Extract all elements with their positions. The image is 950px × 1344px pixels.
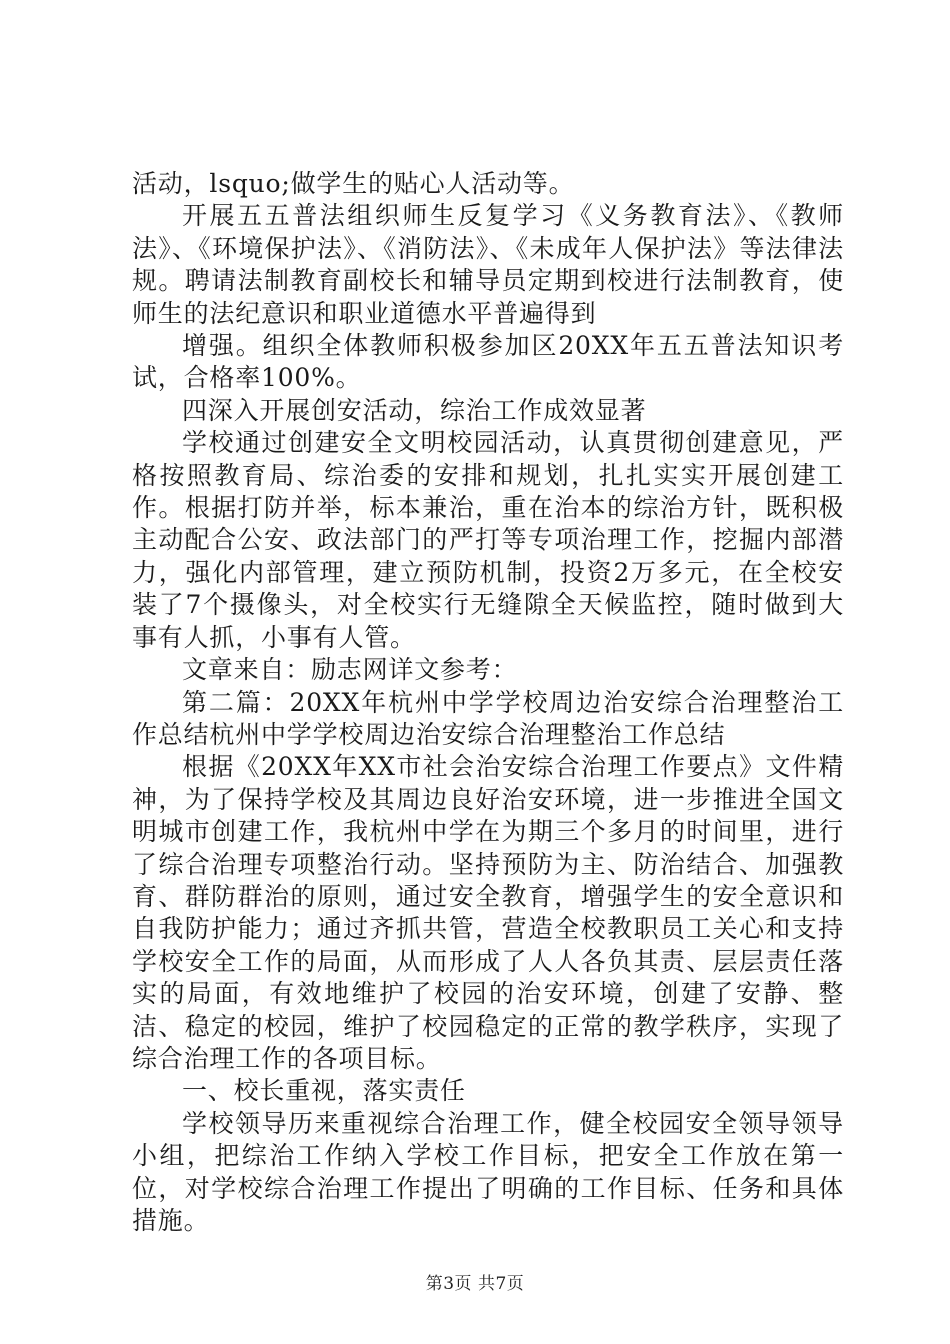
document-body	[132, 168, 844, 1237]
paragraph: 根据《20XX年XX市社会治安综合治理工作要点》文件精神，为了保持学校及其周边良好治安环境，进一步推进全国文明城市创建工作，我杭州中学在为期三个多月的时间里，进行了综合治理专项整治行动。坚持预防为主、防治结合、加强教育、群防群治的原则，通过安全教育，增强学生的安全意识和自我防护能力；通过齐抓共管，营造全校教职员工关心和支持学校安全工作的局面，从而形成了人人各负其责、层层责任落实的局面，有效地维护了校园的治安环境，创建了安静、整洁、稳定的校园，维护了校园稳定的正常的教学秩序，实现了综合治理工作的各项目标。	[132, 752, 844, 1073]
section-heading: 第二篇：20XX年杭州中学学校周边治安综合治理整治工作总结杭州中学学校周边治安综合治理整治工作总结	[132, 687, 844, 749]
page-footer: 第3页 共7页	[425, 1274, 525, 1294]
paragraph: 学校领导历来重视综合治理工作，健全校园安全领导领导小组，把综治工作纳入学校工作目标，把安全工作放在第一位，对学校综合治理工作提出了明确的工作目标、任务和具体措施。	[132, 1108, 844, 1235]
paragraph: 文章来自：励志网详文参考：	[182, 655, 518, 685]
paragraph: 学校通过创建安全文明校园活动，认真贯彻创建意见，严格按照教育局、综治委的安排和规划，扎扎实实开展创建工作。根据打防并举，标本兼治，重在治本的综治方针，既积极主动配合公安、政法部门的严打等专项治理工作，挖掘内部潜力，强化内部管理，建立预防机制，投资2万多元，在全校安装了7个摄像头，对全校实行无缝隙全天候监控，随时做到大事有人抓，小事有人管。	[132, 428, 844, 652]
paragraph: 开展五五普法组织师生反复学习《义务教育法》、《教师法》、《环境保护法》、《消防法》、《未成年人保护法》等法律法规。聘请法制教育副校长和辅导员定期到校进行法制教育，使师生的法纪意识和职业道德水平普遍得到	[132, 201, 844, 328]
section-heading: 四深入开展创安活动，综治工作成效显著	[182, 395, 647, 425]
paragraph: 活动，lsquo;做学生的贴心人活动等。	[132, 169, 575, 198]
paragraph: 增强。组织全体教师积极参加区20XX年五五普法知识考试，合格率100%。	[132, 331, 844, 393]
section-heading: 一、校长重视，落实责任	[182, 1076, 466, 1106]
